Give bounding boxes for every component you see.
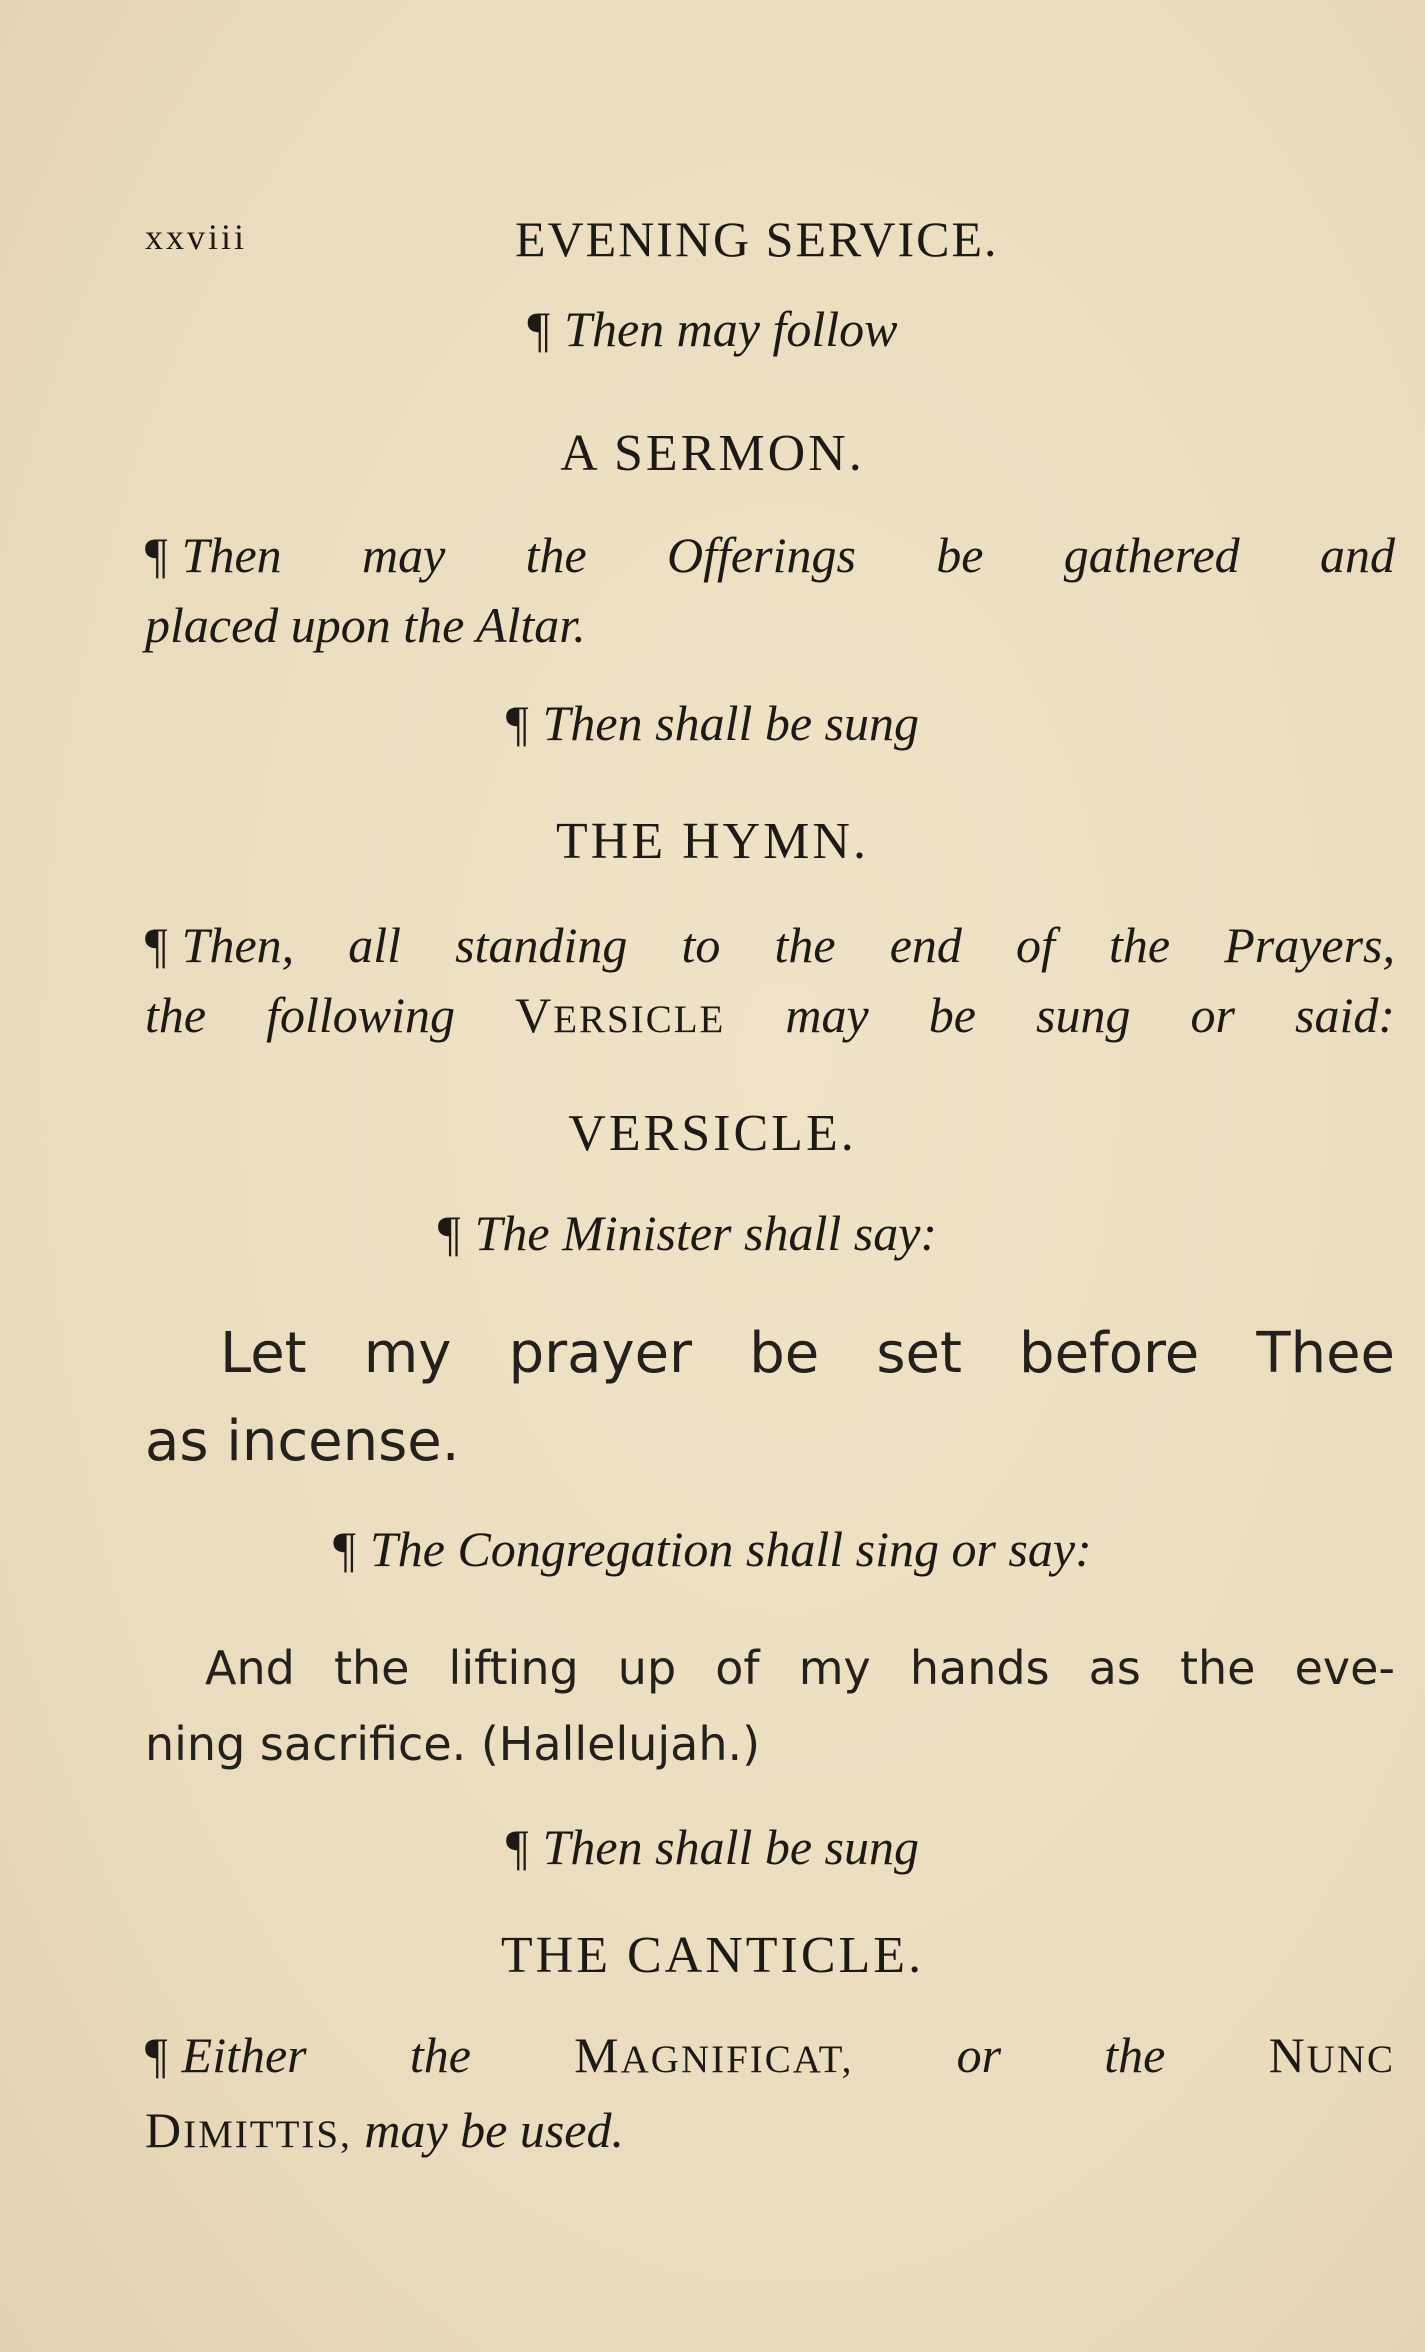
rubric-then-shall-be-sung-2: ¶ Then shall be sung	[505, 1819, 920, 1875]
pilcrow-icon: ¶	[505, 695, 529, 751]
rubric-then-shall-be-sung: ¶ Then shall be sung	[505, 695, 920, 751]
pilcrow-icon: ¶	[505, 1819, 529, 1875]
response-text: And the lifting up of my hands as the eve-	[205, 1641, 1395, 1695]
rubric-minister-shall-say: ¶ The Minister shall say:	[437, 1205, 938, 1261]
pilcrow-icon: ¶	[145, 917, 168, 973]
rubric-canticle-choice: ¶ Either the MAGNIFICAT, or the NUNC DIMITTIS, may be used.	[145, 2027, 1396, 2158]
pilcrow-icon: ¶	[437, 1205, 461, 1261]
heading-hymn: THE HYMN.	[556, 813, 869, 870]
rubric-then-may-follow: ¶ Then may follow	[527, 301, 898, 357]
rubric-offerings: ¶ Then may the Offerings be gathered and placed upon the Altar.	[145, 527, 1395, 653]
heading-versicle: VERSICLE.	[568, 1105, 857, 1162]
pilcrow-icon: ¶	[145, 527, 168, 583]
rubric-all-standing: ¶ Then, all standing to the end of the Prayers, the following VERSICLE may be sung or said:	[145, 917, 1396, 1043]
versicle-text-continued: as incense.	[145, 1409, 460, 1474]
pilcrow-icon: ¶	[333, 1521, 356, 1577]
response-text-continued: ning sacrifice. (Hallelujah.)	[145, 1717, 761, 1771]
heading-sermon: A SERMON.	[560, 425, 865, 482]
pilcrow-icon: ¶	[145, 2027, 168, 2083]
running-head: EVENING SERVICE.	[515, 211, 999, 267]
versicle-text: Let my prayer be set before Thee	[220, 1321, 1395, 1386]
rubric-congregation: ¶ The Congregation shall sing or say:	[333, 1521, 1092, 1577]
page-number: xxviii	[145, 217, 248, 257]
heading-canticle: THE CANTICLE.	[500, 1927, 925, 1984]
pilcrow-icon: ¶	[527, 301, 551, 357]
